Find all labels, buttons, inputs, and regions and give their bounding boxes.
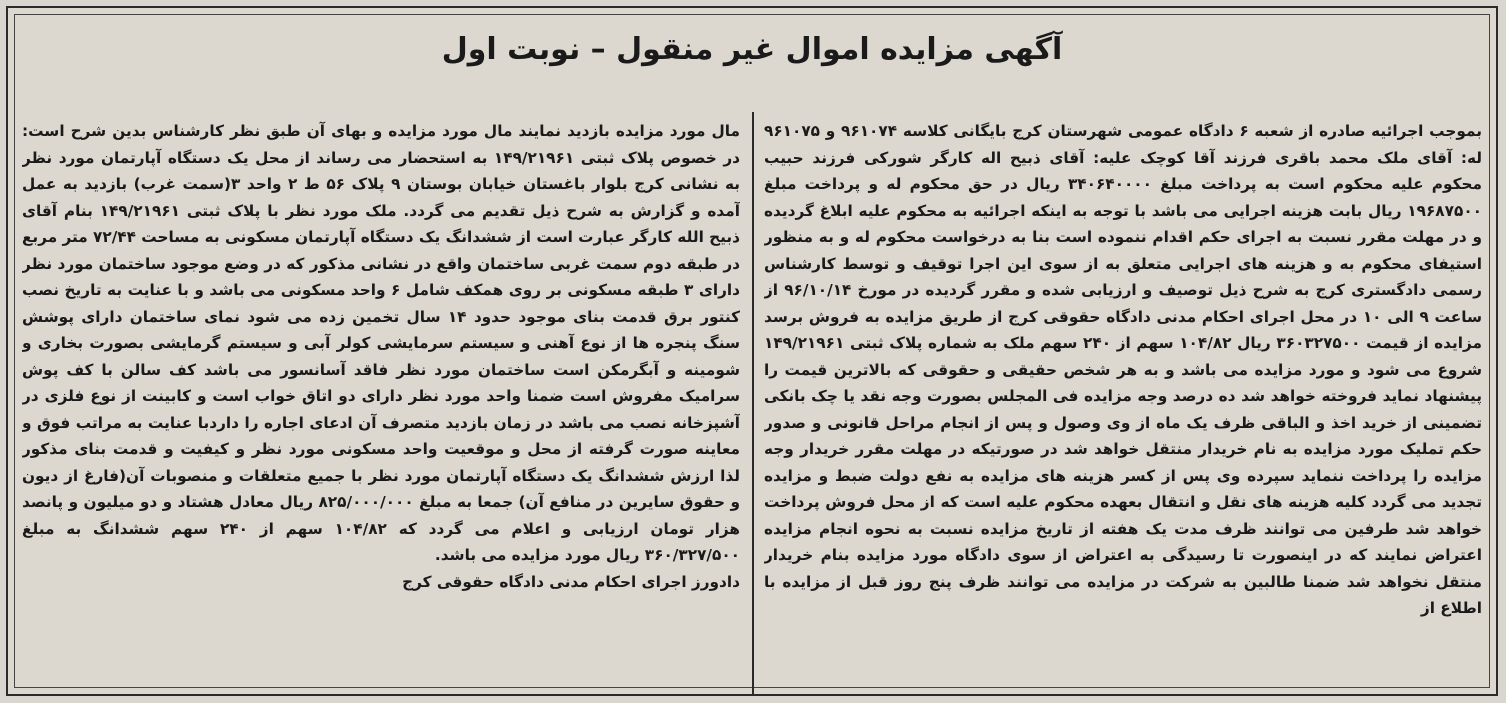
notice-left-column bbox=[22, 118, 740, 688]
left-column-text: مال مورد مزایده بازدید نمایند مال مورد مزایده و بهای آن طبق نظر کارشناس بدین شرح است: در خصوص پلاک ثبتی ۱۴۹/۲۱۹۶۱ به استحضار می رساند از محل یک دستگاه آپارتمان مورد نظر به نشانی کرج بلوار باغستان خیابان بوستان ۹ پلاک ۵۶ ط ۲ واحد ۳(سمت غرب) بازدید به عمل آمده و گزارش به شرح ذیل تقدیم می گردد. ملک مورد نظر با پلاک ثبتی ۱۴۹/۲۱۹۶۱ بنام آقای ذبیح الله کارگر عبارت است از ششدانگ یک دستگاه آپارتمان مسکونی به مساحت ۷۲/۴۴ متر مربع در طبقه دوم سمت غربی ساختمان واقع در نشانی مذکور که در وضع موجود ساختمان مورد نظر دارای ۳ طبقه مسکونی بر روی همکف شامل ۶ واحد مسکونی می باشد و با عنایت به تاریخ نصب کنتور برق قدمت بنای موجود حدود ۱۴ سال تخمین زده می شود نمای ساختمان دارای پوشش سنگ پنجره ها از نوع آهنی و سیستم سرمایشی کولر آبی و سیستم گرمایشی بصورت بخاری و شومینه و آبگرمکن است ساختمان مورد نظر فاقد آسانسور می باشد کف سالن با کف پوش سرامیک مفروش است ضمنا واحد مورد نظر دارای دو اتاق خواب است و کابینت از نوع فلزی در آشپزخانه نصب می باشد در زمان بازدید متصرف آن ادعای اجاره را داردبا عنایت به مراتب فوق و معاینه صورت گرفته از محل و موقعیت واحد مسکونی مورد نظر و کیفیت و قدمت بنای مذکور لذا ارزش ششدانگ یک دستگاه آپارتمان مورد نظر با جمیع متعلقات و منصوبات آن(فارغ از دیون و حقوق سایرین در منافع آن) جمعا به مبلغ ۸۲۵/۰۰۰/۰۰۰ ریال معادل هشتاد و دو میلیون و پانصد هزار تومان ارزیابی و اعلام می گردد که ۱۰۴/۸۲ سهم از ۲۴۰ سهم ششدانگ به مبلغ ۳۶۰/۳۲۷/۵۰۰ ریال مورد مزایده می باشد. bbox=[22, 122, 740, 564]
notice-right-column bbox=[764, 118, 1482, 688]
signature-line: دادورز اجرای احکام مدنی دادگاه حقوقی کرج bbox=[402, 572, 740, 591]
right-column-text: بموجب اجرائیه صادره از شعبه ۶ دادگاه عمومی شهرستان کرج بایگانی کلاسه ۹۶۱۰۷۴ و ۹۶۱۰۷۵ له: آقای ملک محمد باقری فرزند آقا کوچک علیه: آقای ذبیح اله کارگر شورکی فرزند حبیب محکوم علیه محکوم است به پرداخت مبلغ ۳۴۰۶۴۰۰۰۰ ریال در حق محکوم له و پرداخت مبلغ ۱۹۶۸۷۵۰۰ ریال بابت هزینه اجرایی می باشد با توجه به اینکه اجرائیه به محکوم علیه ابلاغ گردیده و در مهلت مقرر نسبت به اجرای حکم اقدام ننموده است بنا به درخواست محکوم له و به منظور استیفای محکوم به و هزینه های اجرایی متعلق به از سوی این اجرا توقیف و توسط کارشناس رسمی دادگستری کرج به شرح ذیل توصیف و ارزیابی شده و مقرر گردیده در مورخ ۹۶/۱۰/۱۴ از ساعت ۹ الی ۱۰ در محل اجرای احکام مدنی دادگاه حقوقی کرج از طریق مزایده به فروش برسد مزایده از قیمت ۳۶۰۳۲۷۵۰۰ ریال ۱۰۴/۸۲ سهم از ۲۴۰ سهم ملک به شماره پلاک ثبتی ۱۴۹/۲۱۹۶۱ شروع می شود و مورد مزایده می باشد و به هر شخص حقیقی و حقوقی که بالاترین قیمت را پیشنهاد نماید فروخته خواهد شد ده درصد وجه مزایده فی المجلس بصورت وجه نقد یا چک بانکی تضمینی از خرید اخذ و الباقی ظرف یک ماه از وی وصول و پس از انجام مراحل قانونی و صدور حکم تملیک مورد مزایده به نام خریدار منتقل خواهد شد در صورتیکه در مهلت مقرر خریدار وجه مزایده را پرداخت ننماید سپرده وی پس از کسر هزینه های مزایده به نفع دولت ضبط و مزایده تجدید می گردد کلیه هزینه های نقل و انتقال بعهده محکوم علیه است که از محل فروش پرداخت خواهد شد طرفین می توانند ظرف مدت یک هفته از تاریخ مزایده نسبت به نحوه انجام مزایده اعتراض نمایند که در اینصورت تا رسیدگی به اعتراض از سوی دادگاه مورد مزایده بنام خریدار منتقل نخواهد شد ضمنا طالبین به شرکت در مزایده می توانند ظرف پنج روز قبل از مزایده با اطلاع از bbox=[764, 122, 1482, 617]
notice-title: آگهی مزایده اموال غیر منقول – نوبت اول bbox=[441, 32, 1063, 67]
column-divider bbox=[752, 112, 754, 694]
notice-frame bbox=[6, 6, 1498, 696]
